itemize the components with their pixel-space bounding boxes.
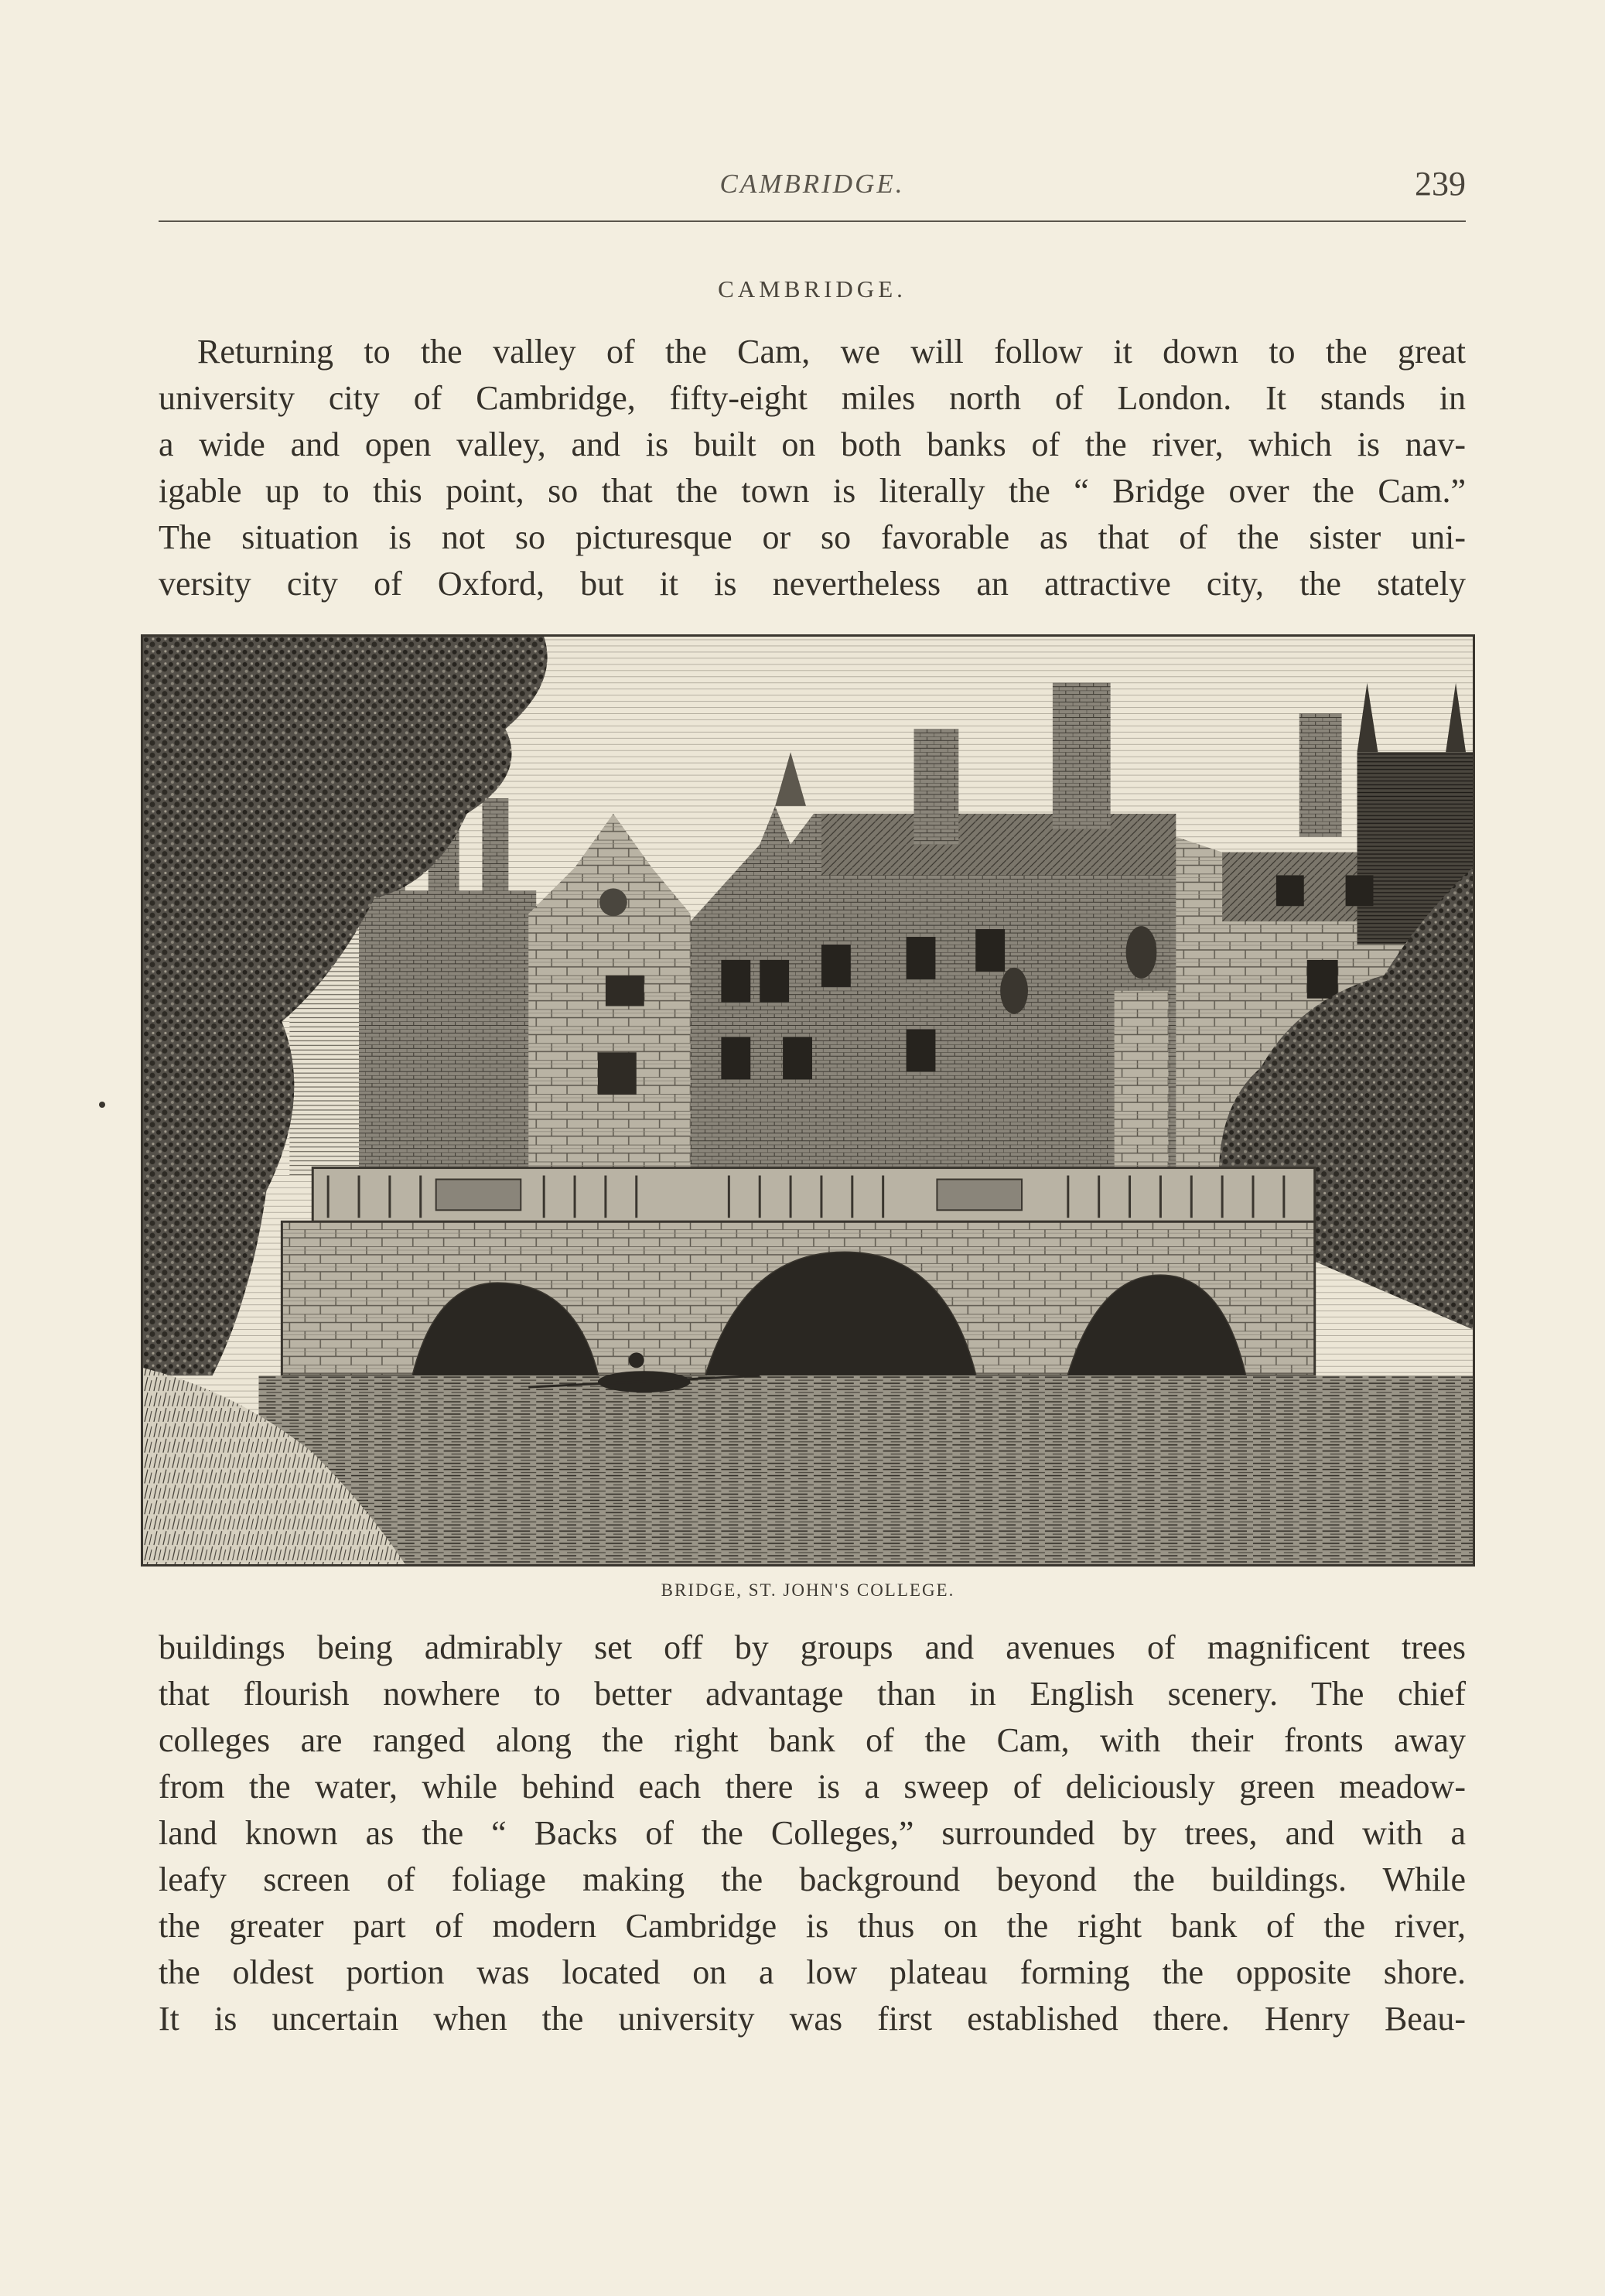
text-line: from the water, while behind each there is a sweep of deliciously green meadow- <box>159 1768 1466 1806</box>
text-line: leafy screen of foliage making the background beyond the buildings. While <box>159 1860 1466 1898</box>
bridge <box>282 1168 1314 1376</box>
paragraph-top <box>159 329 1466 607</box>
text-line: The situation is not so picturesque or so favorable as that of the sister uni- <box>159 518 1466 556</box>
text-line: that flourish nowhere to better advantage than in English scenery. The chief <box>159 1675 1466 1713</box>
running-title: CAMBRIDGE. <box>719 169 905 199</box>
text-line: the greater part of modern Cambridge is thus on the right bank of the river, <box>159 1907 1466 1945</box>
margin-dot <box>99 1102 105 1108</box>
section-title: CAMBRIDGE. <box>718 275 907 302</box>
text-line: versity city of Oxford, but it is nevertheless an attractive city, the stately <box>159 565 1466 603</box>
river <box>258 1375 1473 1564</box>
page-number: 239 <box>1415 165 1466 203</box>
text-line: It is uncertain when the university was first established there. Henry Beau- <box>159 2000 1466 2038</box>
text-line: colleges are ranged along the right bank of the Cam, with their fronts away <box>159 1721 1466 1759</box>
engraving-illustration <box>141 634 1475 1567</box>
text-line: land known as the “ Backs of the Colleges,” surrounded by trees, and with a <box>159 1814 1466 1852</box>
text-line: the oldest portion was located on a low plateau forming the opposite shore. <box>159 1953 1466 1991</box>
text-line: buildings being admirably set off by groups and avenues of magnificent trees <box>159 1628 1466 1666</box>
text-line: igable up to this point, so that the town is literally the “ Bridge over the Cam.” <box>159 472 1466 510</box>
paragraph-bottom <box>159 1625 1466 2042</box>
figure-caption: BRIDGE, ST. JOHN'S COLLEGE. <box>661 1580 955 1600</box>
text-line: Returning to the valley of the Cam, we will follow it down to the great <box>197 333 1466 371</box>
engraving-bridge-st-johns <box>143 637 1473 1564</box>
header-rule <box>159 220 1466 222</box>
running-head <box>159 165 1466 215</box>
text-line: university city of Cambridge, fifty-eight miles north of London. It stands in <box>159 379 1466 417</box>
text-line: a wide and open valley, and is built on both banks of the river, which is nav- <box>159 425 1466 463</box>
